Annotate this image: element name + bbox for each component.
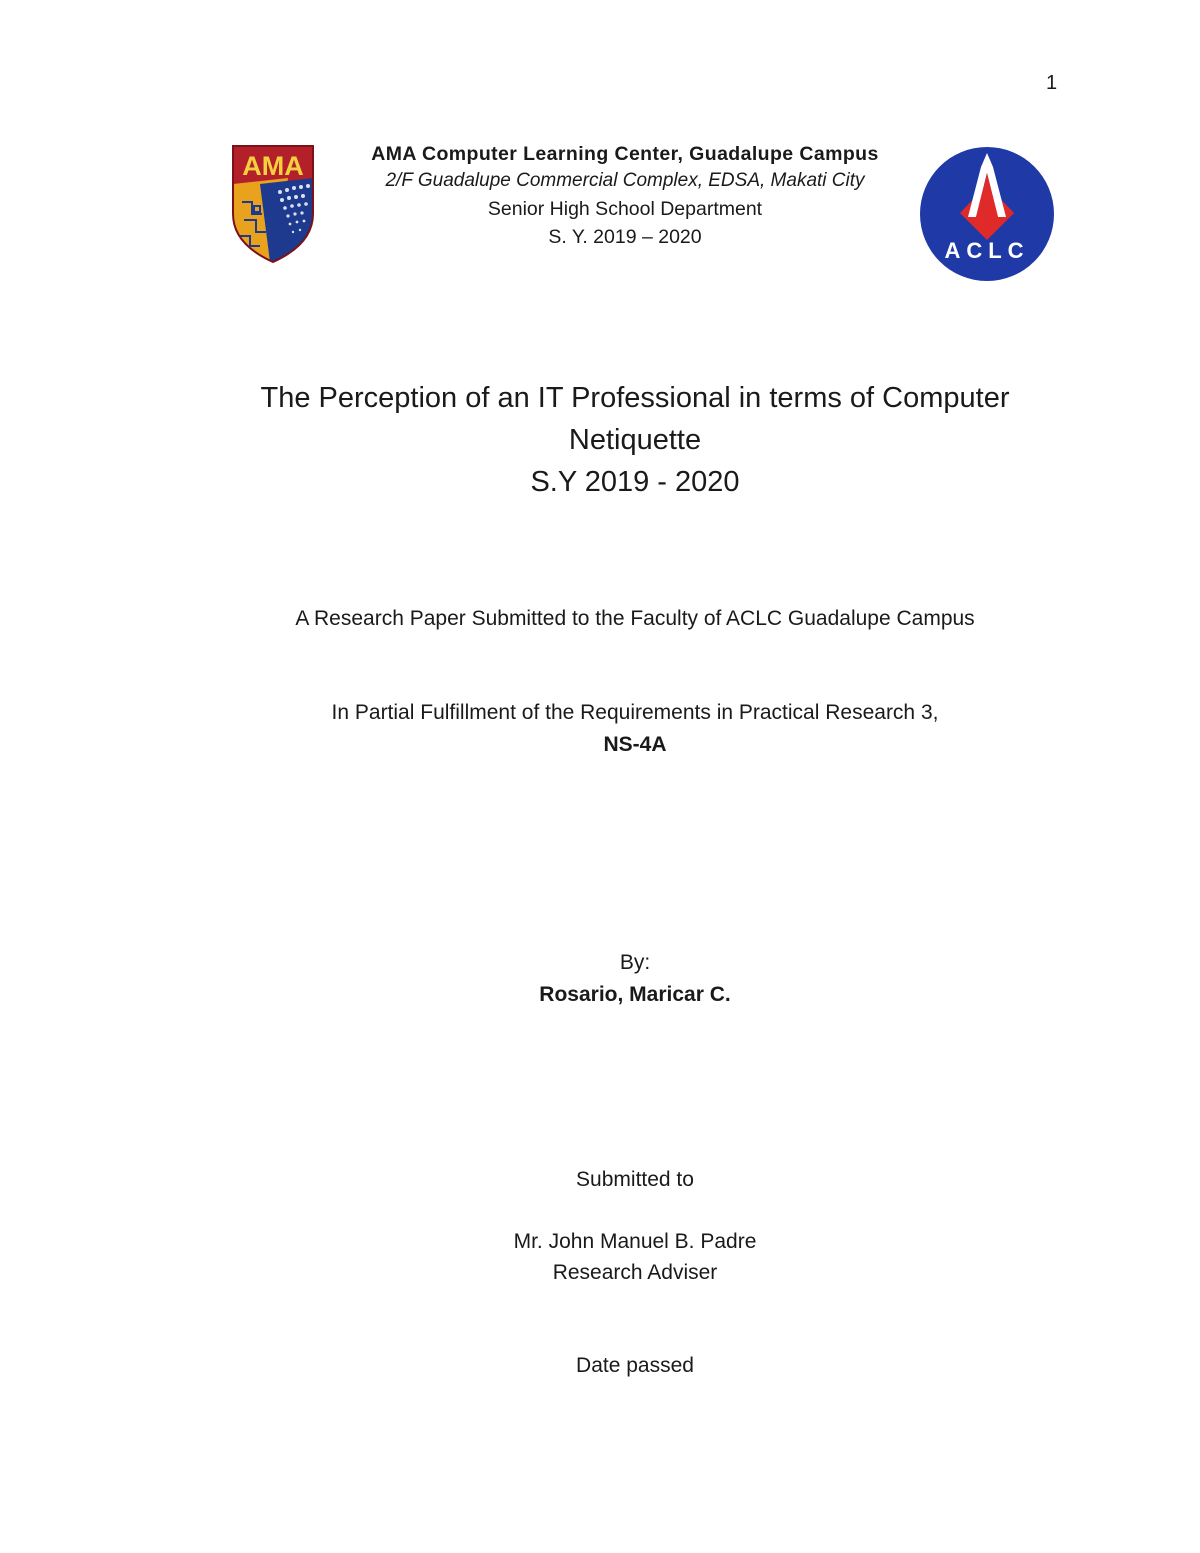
date-passed: Date passed xyxy=(576,1354,694,1377)
ama-shield-logo xyxy=(230,140,316,264)
institution-header xyxy=(325,141,925,251)
school-year: S. Y. 2019 – 2020 xyxy=(548,226,702,248)
title-line-1: The Perception of an IT Professional in terms of Computer xyxy=(260,382,1010,414)
submitted-to-label: Submitted to xyxy=(576,1168,694,1191)
school-address: 2/F Guadalupe Commercial Complex, EDSA, Makati City xyxy=(385,170,865,191)
adviser-role: Research Adviser xyxy=(552,1261,718,1284)
ama-logo-text: AMA xyxy=(242,151,304,181)
paper-title xyxy=(180,377,1090,503)
page-number: 1 xyxy=(1046,72,1058,94)
author-name: Rosario, Maricar C. xyxy=(539,983,731,1006)
aclc-round-logo xyxy=(918,145,1056,283)
submission-statement: A Research Paper Submitted to the Faculty of ACLC Guadalupe Campus xyxy=(295,607,975,630)
adviser-name: Mr. John Manuel B. Padre xyxy=(513,1230,757,1253)
department: Senior High School Department xyxy=(487,198,763,220)
section-code: NS-4A xyxy=(603,733,667,756)
title-line-3: S.Y 2019 - 2020 xyxy=(530,466,740,498)
fulfillment-statement: In Partial Fulfillment of the Requirements in Practical Research 3, xyxy=(331,701,939,724)
school-name: AMA Computer Learning Center, Guadalupe Campus xyxy=(371,143,879,165)
aclc-logo-text: ACLC xyxy=(944,238,1030,263)
by-label: By: xyxy=(619,951,651,974)
title-line-2: Netiquette xyxy=(568,424,702,456)
